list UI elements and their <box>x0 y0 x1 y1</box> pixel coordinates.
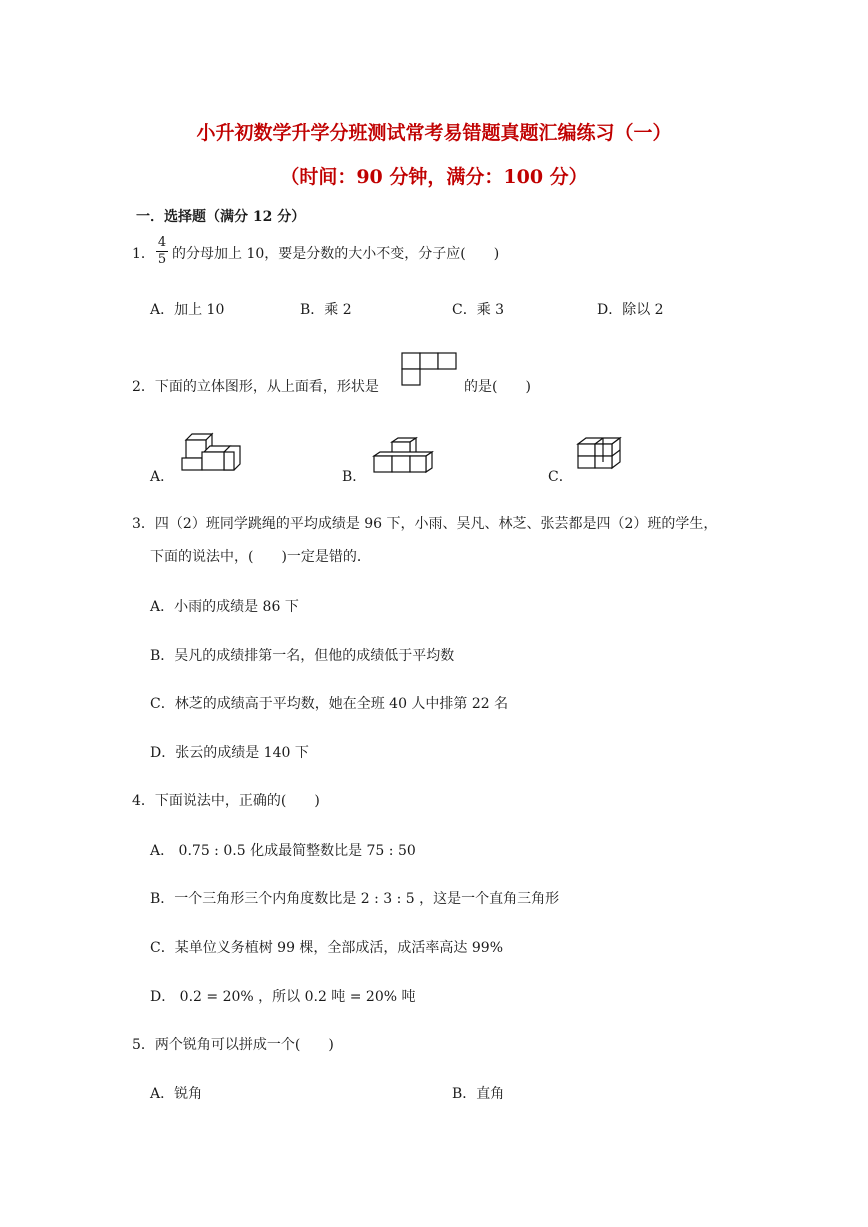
q1-number: 1． <box>132 246 155 262</box>
q2-option-c-label[interactable]: C． <box>548 469 573 485</box>
q1-fraction-numerator: 4 <box>157 235 167 250</box>
q3-stem-line1: 3．四（2）班同学跳绳的平均成绩是 96 下，小雨、吴凡、林芝、张芸都是四（2）班的学生， <box>132 516 718 532</box>
q5-option-b[interactable]: B．直角 <box>452 1086 505 1102</box>
q1-option-a[interactable]: A．加上 10 <box>150 302 225 318</box>
q3-option-a[interactable]: A．小雨的成绩是 86 下 <box>150 599 299 615</box>
q3-option-b[interactable]: B．吴凡的成绩排第一名，但他的成绩低于平均数 <box>150 648 455 664</box>
q2-option-a-label[interactable]: A． <box>150 469 175 485</box>
q1-option-c[interactable]: C．乘 3 <box>452 302 505 318</box>
q2-option-c-figure[interactable] <box>574 436 626 478</box>
q1-option-d[interactable]: D．除以 2 <box>597 302 664 318</box>
q3-option-c[interactable]: C．林芝的成绩高于平均数，她在全班 40 人中排第 22 名 <box>150 696 509 712</box>
page-subtitle: （时间：90 分钟，满分：100 分） <box>280 166 588 188</box>
q2-option-b-label[interactable]: B． <box>342 469 367 485</box>
q4-option-b[interactable]: B．一个三角形三个内角度数比是 2 : 3 : 5 ，这是一个直角三角形 <box>150 891 560 907</box>
q1-fraction <box>156 236 168 267</box>
q1-stem: 的分母加上 10，要是分数的大小不变，分子应( ) <box>172 246 500 262</box>
q2-stem-after: 的是( ) <box>464 379 531 395</box>
q2-stem-before: 2．下面的立体图形，从上面看，形状是 <box>132 379 379 395</box>
q5-option-a[interactable]: A．锐角 <box>150 1086 203 1102</box>
top-view-figure <box>400 351 460 387</box>
page-title: 小升初数学升学分班测试常考易错题真题汇编练习（一） <box>196 122 672 144</box>
q4-option-c[interactable]: C．某单位义务植树 99 棵，全部成活，成活率高达 99% <box>150 940 503 956</box>
q3-option-d[interactable]: D．张云的成绩是 140 下 <box>150 745 309 761</box>
q2-option-a-figure[interactable] <box>180 430 246 476</box>
q2-option-b-figure[interactable] <box>370 436 434 476</box>
q4-option-a[interactable]: A． 0.75 : 0.5 化成最简整数比是 75 : 50 <box>150 843 416 859</box>
q4-option-d[interactable]: D． 0.2 = 20% ，所以 0.2 吨 = 20% 吨 <box>150 989 416 1005</box>
q5-stem: 5．两个锐角可以拼成一个( ) <box>132 1037 334 1053</box>
q4-stem: 4．下面说法中，正确的( ) <box>132 793 320 809</box>
section-heading: 一．选择题（满分 12 分） <box>136 209 306 225</box>
q1-option-b[interactable]: B．乘 2 <box>300 302 352 318</box>
q1-fraction-denominator: 5 <box>157 252 167 267</box>
q3-stem-line2: 下面的说法中，( )一定是错的． <box>150 549 371 565</box>
